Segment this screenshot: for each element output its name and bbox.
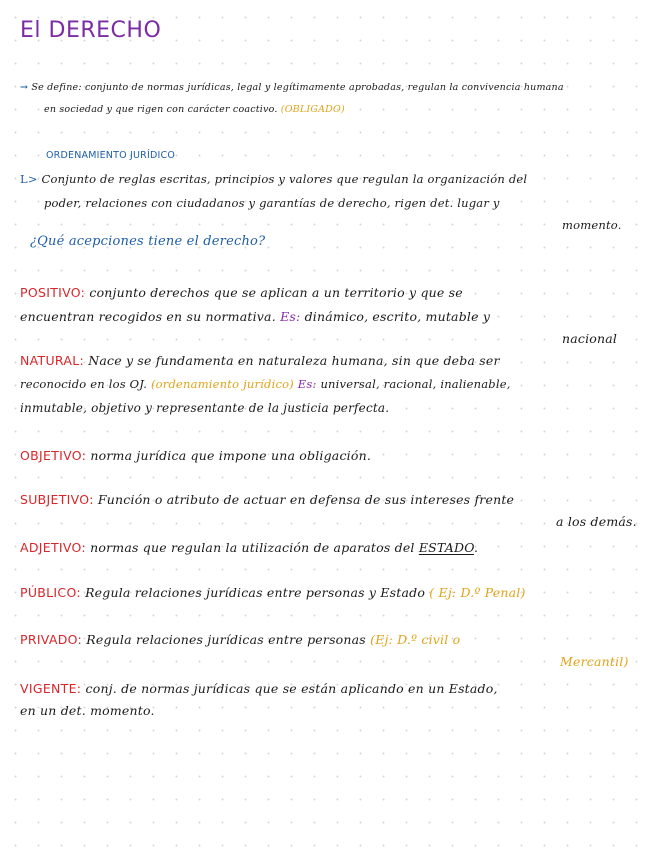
publico-line: [20, 585, 526, 600]
publico-note: ( Ej: D.º Penal): [429, 585, 526, 600]
privado-note-1: (Ej: D.º civil o: [370, 632, 461, 647]
adjetivo-term: ADJETIVO:: [20, 540, 86, 555]
return-arrow-icon: L>: [20, 172, 38, 186]
vigente-term: VIGENTE:: [20, 681, 82, 696]
natural-line-2: [20, 377, 511, 391]
intro-line-2: [44, 104, 345, 115]
natural-line-1: [20, 353, 500, 368]
page-title: El DERECHO: [20, 18, 162, 43]
natural-line-3: inmutable, objetivo y representante de la justicia perfecta.: [20, 401, 390, 415]
subjetivo-line-1: [20, 492, 514, 507]
positivo-text-1: conjunto derechos que se aplican a un territorio y que se: [89, 285, 463, 300]
positivo-line-3: nacional: [562, 331, 618, 346]
vigente-text-1: conj. de normas jurídicas que se están aplicando en un Estado,: [85, 681, 498, 696]
arrow-icon: →: [20, 82, 29, 93]
adjetivo-text: normas que regulan la utilización de aparatos del: [90, 540, 415, 555]
ordenamiento-line-2: poder, relaciones con ciudadanos y garantías de derecho, rigen det. lugar y: [44, 196, 500, 210]
ordenamiento-line-3: momento.: [562, 218, 622, 232]
objetivo-line: [20, 448, 371, 463]
ordenamiento-line-1: [20, 172, 527, 186]
intro-line-1: [20, 82, 564, 93]
adjetivo-dot: .: [473, 540, 479, 555]
positivo-text-2: encuentran recogidos en su normativa.: [20, 309, 276, 324]
question-heading: ¿Qué acepciones tiene el derecho?: [30, 234, 266, 249]
intro-text-2: en sociedad y que rigen con carácter coactivo.: [44, 104, 278, 115]
natural-text-2a: reconocido en los OJ.: [20, 377, 148, 391]
natural-note: (ordenamiento jurídico): [150, 377, 294, 391]
subjetivo-line-2: a los demás.: [556, 514, 637, 529]
vigente-line-2: en un det. momento.: [20, 703, 155, 718]
vigente-line-1: [20, 681, 498, 696]
natural-term: NATURAL:: [20, 353, 85, 368]
positivo-text-2b: dinámico, escrito, mutable y: [304, 309, 491, 324]
ordenamiento-text-1: Conjunto de reglas escritas, principios y valores que regulan la organización del: [41, 172, 528, 186]
ordenamiento-heading: ORDENAMIENTO JURÍDICO: [46, 150, 175, 161]
natural-text-1: Nace y se fundamenta en naturaleza humana, sin que deba ser: [88, 353, 500, 368]
adjetivo-estado: ESTADO: [418, 540, 474, 555]
publico-text: Regula relaciones jurídicas entre personas y Estado: [85, 585, 426, 600]
adjetivo-line: [20, 540, 478, 555]
subjetivo-text-1: Función o atributo de actuar en defensa de sus intereses frente: [97, 492, 515, 507]
positivo-term: POSITIVO:: [20, 285, 86, 300]
positivo-line-1: [20, 285, 463, 300]
intro-highlight: (OBLIGADO): [280, 104, 345, 115]
positivo-es-label: Es:: [280, 309, 301, 324]
privado-line-1: [20, 632, 460, 647]
privado-text: Regula relaciones jurídicas entre personas: [86, 632, 366, 647]
subjetivo-term: SUBJETIVO:: [20, 492, 94, 507]
objetivo-text: norma jurídica que impone una obligación.: [90, 448, 372, 463]
natural-text-2c: universal, racional, inalienable,: [320, 377, 511, 391]
positivo-line-2: [20, 309, 490, 324]
intro-text-1: Se define: conjunto de normas jurídicas, legal y legítimamente aprobadas, regulan la convivencia humana: [31, 82, 564, 93]
privado-note-2: Mercantil): [560, 654, 629, 669]
publico-term: PÚBLICO:: [20, 585, 81, 600]
natural-es-label: Es:: [297, 377, 317, 391]
privado-term: PRIVADO:: [20, 632, 83, 647]
objetivo-term: OBJETIVO:: [20, 448, 87, 463]
